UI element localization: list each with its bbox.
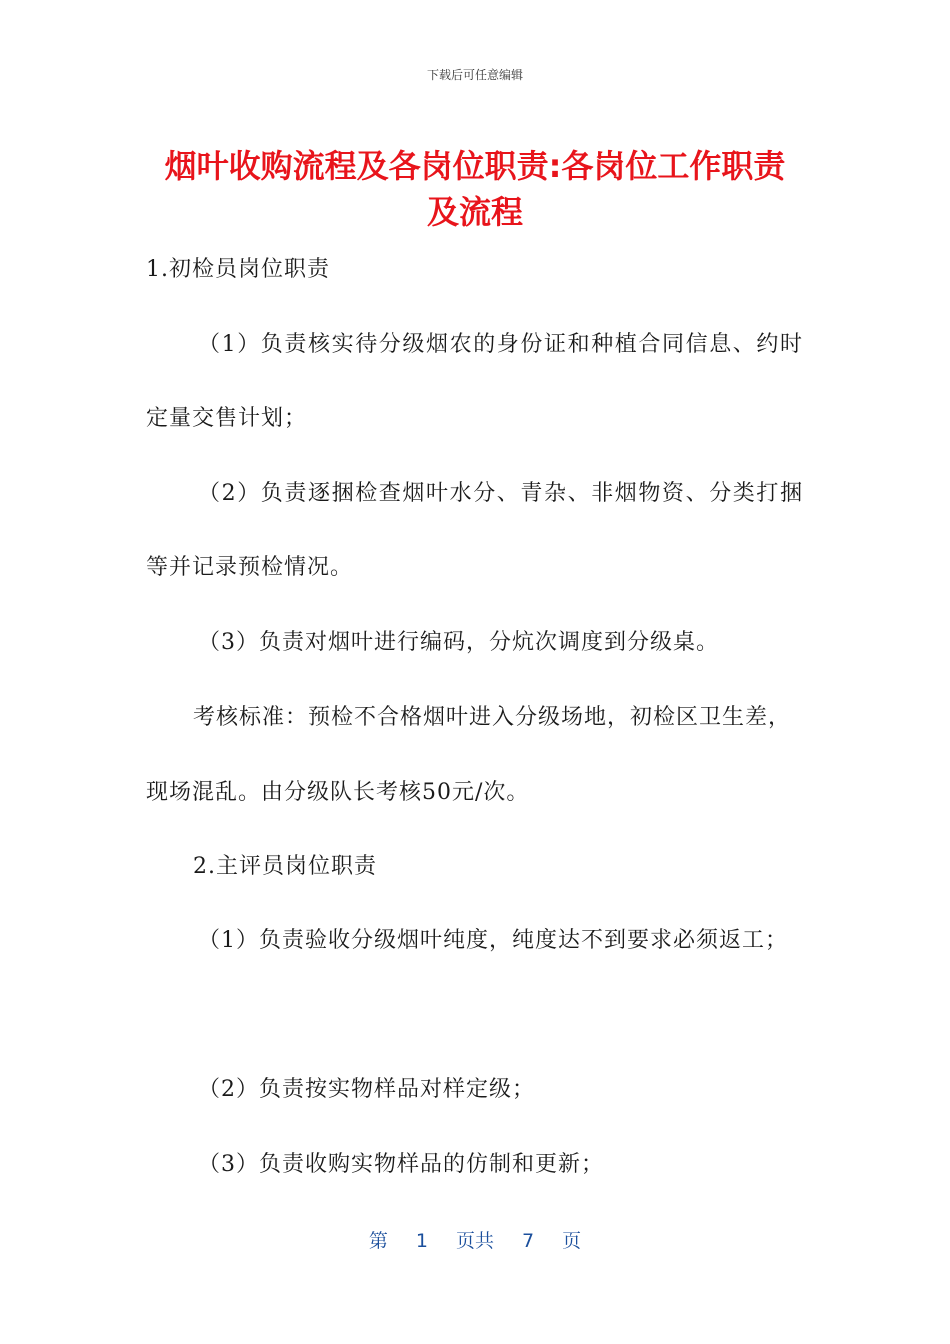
s1-item-1-line-2: 定量交售计划； <box>146 406 308 431</box>
footer-page-number: 1 <box>415 1230 428 1252</box>
page-footer <box>0 1226 950 1253</box>
s1-item-1-line-1: （1）负责核实待分级烟农的身份证和种植合同信息、约时 <box>198 332 802 357</box>
footer-label-ye: 页 <box>562 1230 582 1252</box>
s2-item-2: （2）负责按实物样品对样定级； <box>198 1077 535 1102</box>
s1-item-2-line-1: （2）负责逐捆检查烟叶水分、青杂、非烟物资、分类打捆 <box>198 481 802 506</box>
s1-assessment-line-2: 现场混乱。由分级队长考核50元/次。 <box>146 780 530 805</box>
footer-total-pages: 7 <box>522 1230 535 1252</box>
s2-item-3: （3）负责收购实物样品的仿制和更新； <box>198 1152 604 1177</box>
s1-item-2-line-2: 等并记录预检情况。 <box>146 555 354 580</box>
header-note: 下载后可任意编辑 <box>426 68 523 82</box>
section-2-heading: 2.主评员岗位职责 <box>193 854 377 879</box>
document-title <box>120 143 830 235</box>
s2-item-1: （1）负责验收分级烟叶纯度，纯度达不到要求必须返工； <box>198 928 788 953</box>
s1-item-3: （3）负责对烟叶进行编码，分炕次调度到分级桌。 <box>198 630 719 655</box>
s1-assessment-line-1: 考核标准：预检不合格烟叶进入分级场地，初检区卫生差， <box>193 705 792 730</box>
title-line-1: 烟叶收购流程及各岗位职责:各岗位工作职责 <box>164 147 786 185</box>
footer-label-di: 第 <box>368 1230 388 1252</box>
section-1-heading: 1.初检员岗位职责 <box>146 257 330 282</box>
footer-label-ye-gong: 页共 <box>455 1230 494 1252</box>
title-line-2: 及流程 <box>426 193 523 231</box>
